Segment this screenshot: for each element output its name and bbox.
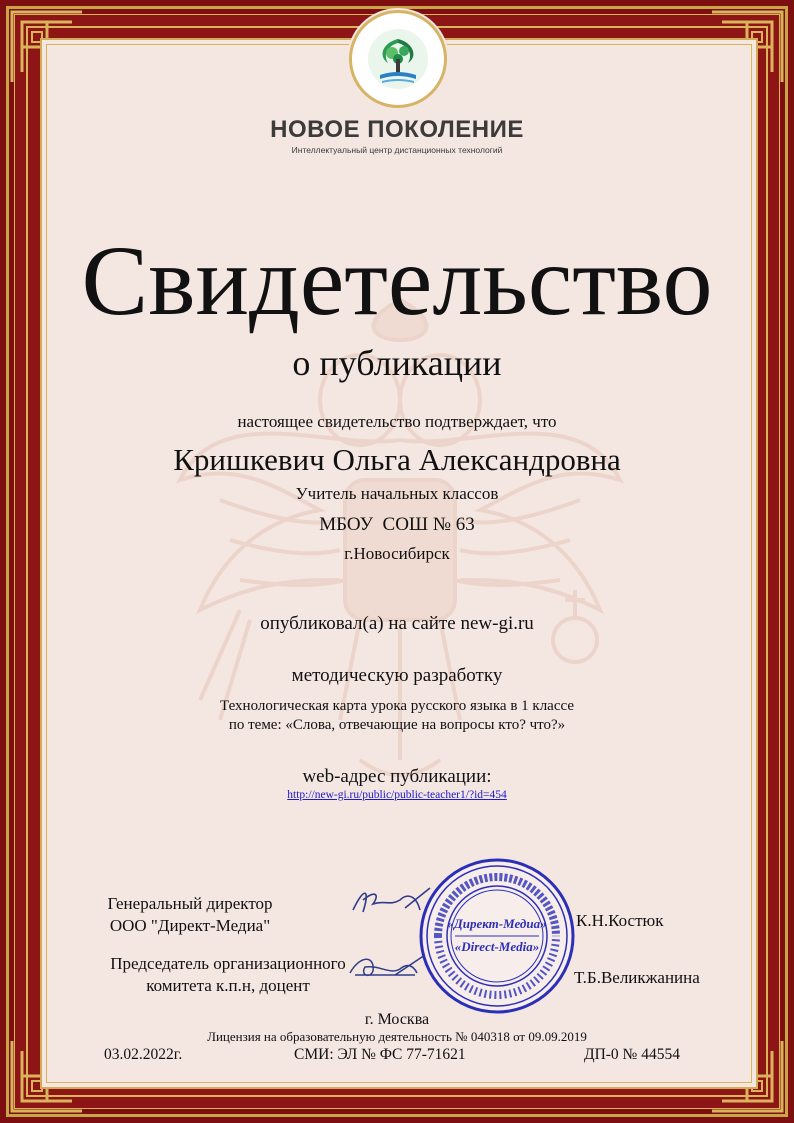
brand-name: НОВОЕ ПОКОЛЕНИЕ [270, 116, 524, 143]
published-text: опубликовал(а) на сайте new-gi.ru [260, 613, 534, 634]
stamp-text-en: «Direct-Media» [454, 939, 540, 954]
confirm-text: настоящее свидетельство подтверждает, что [237, 412, 557, 431]
chair-name: Т.Б.Великжанина [574, 968, 700, 987]
certificate-number: ДП-0 № 44554 [584, 1046, 680, 1063]
director-line-2: ООО "Директ-Медиа" [109, 916, 271, 935]
chair-title [97, 953, 359, 997]
director-name: К.Н.Костюк [576, 911, 664, 930]
web-address-label: web-адрес публикации: [302, 766, 492, 787]
stamp-text-ru: «Директ-Медиа» [447, 916, 547, 931]
person-position: Учитель начальных классов [295, 484, 499, 503]
topic-line-2: по теме: «Слова, отвечающие на вопросы кто? что?» [228, 717, 566, 733]
publication-link[interactable]: http://new-gi.ru/public/public-teacher1/?id=454 [287, 789, 507, 801]
person-name: Кришкевич Ольга Александровна [173, 442, 621, 477]
work-type: методическую разработку [291, 665, 503, 686]
chair-line-2: комитета к.п.н, доцент [146, 976, 310, 995]
brand-tagline: Интеллектуальный центр дистанционных технологий [291, 145, 503, 155]
smi-registration: СМИ: ЭЛ № ФС 77-71621 [294, 1046, 466, 1063]
official-stamp [418, 857, 576, 1015]
topic-line-1: Технологическая карта урока русского языка в 1 классе [220, 698, 574, 714]
city-name: г.Новосибирск [344, 544, 450, 563]
logo-icon [349, 10, 447, 108]
certificate-title: Свидетельство [81, 225, 713, 336]
issue-city: г. Москва [364, 1011, 430, 1028]
school-name: МБОУ СОШ № 63 [319, 514, 475, 535]
issue-date: 03.02.2022г. [104, 1046, 183, 1063]
certificate-subtitle: о публикации [292, 343, 502, 383]
director-line-1: Генеральный директор [107, 894, 273, 913]
director-title [95, 893, 285, 937]
license-text: Лицензия на образовательную деятельность № 040318 от 09.09.2019 [207, 1029, 587, 1044]
chair-line-1: Председатель организационного [110, 954, 346, 973]
